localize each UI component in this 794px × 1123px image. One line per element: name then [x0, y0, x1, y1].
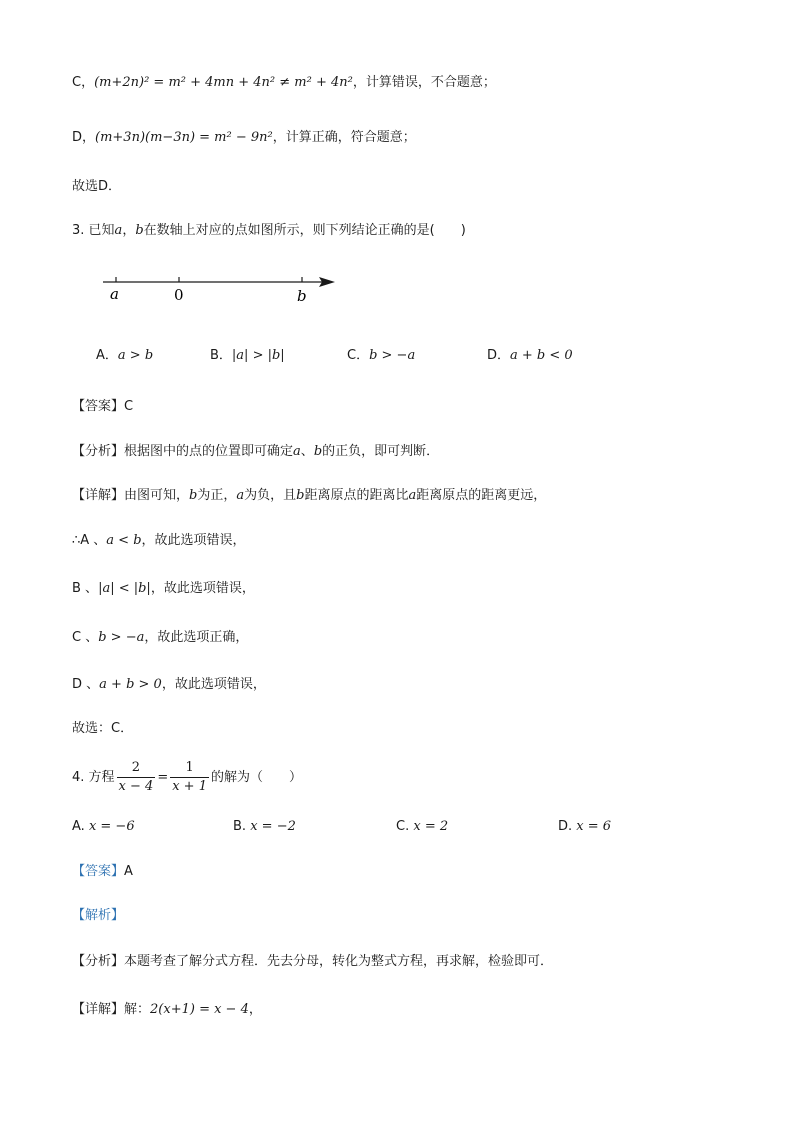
q4-answer-tag: 【答案】	[72, 864, 125, 879]
q4-frac1-denominator: x − 4	[118, 779, 154, 794]
q4-frac2-numerator: 1	[170, 759, 209, 778]
q3-detail-text-1: 由图可知，	[124, 488, 190, 503]
q4-stem-prefix: 4. 方程	[72, 770, 115, 785]
q3-detail-text-4: 距离原点的距离比	[304, 488, 409, 503]
q4-equals: =	[157, 770, 169, 785]
q3-step-d-expr: a + b > 0	[99, 677, 162, 692]
q3-option-b-expr: |a| > |b|	[231, 348, 285, 363]
q3-analysis-text-2: 、	[300, 444, 314, 459]
q3-option-a[interactable]	[96, 347, 153, 365]
q3-step-a-comment: ，故此选项错误，	[141, 533, 246, 548]
q2-c-expression: (m+2n)² = m² + 4mn + 4n² ≠ m² + 4n²	[94, 75, 353, 90]
q3-step-a-expr: a < b	[106, 533, 142, 548]
q3-detail-var-b2: b	[296, 488, 305, 503]
q4-stem-suffix: 的解为（ ）	[210, 770, 302, 785]
q3-stem	[72, 222, 466, 240]
q2-c-label: C，	[72, 75, 95, 90]
q4-stem	[72, 758, 302, 798]
q3-number-line	[95, 268, 395, 318]
label-a: a	[110, 285, 119, 303]
q2-conclusion: 故选D．	[72, 179, 122, 194]
q3-answer: C	[124, 399, 134, 414]
q2-option-d-line	[72, 129, 416, 147]
q3-option-c-letter: C．	[347, 348, 370, 363]
q3-detail-text-2: 为正，	[197, 488, 237, 503]
q3-analysis-text-1: 根据图中的点的位置即可确定	[124, 444, 294, 459]
q3-var-a: a	[114, 223, 123, 238]
q4-option-a-expr: x = −6	[88, 819, 135, 834]
q3-step-d-comment: ，故此选项错误，	[161, 677, 266, 692]
q4-jiexi-tag: 【解析】	[72, 908, 125, 923]
q4-option-c-expr: x = 2	[413, 819, 449, 834]
q3-option-a-letter: A．	[96, 348, 118, 363]
q3-step-c-comment: ，故此选项正确，	[144, 630, 249, 645]
q4-option-b-expr: x = −2	[250, 819, 296, 834]
label-b: b	[297, 287, 307, 305]
q4-detail-line	[72, 1001, 262, 1019]
q2-option-c-line	[72, 74, 496, 92]
q4-frac2-denominator: x + 1	[172, 779, 207, 794]
q3-analysis-line	[72, 443, 439, 461]
q4-fraction-left	[117, 759, 156, 796]
q3-option-b-letter: B．	[210, 348, 232, 363]
q4-analysis-tag: 【分析】	[72, 954, 125, 969]
q4-detail-prefix: 解：	[124, 1002, 151, 1017]
q4-option-c[interactable]	[396, 818, 448, 836]
q4-option-a-letter: A.	[72, 819, 85, 834]
q4-fraction-right	[170, 759, 209, 796]
q4-answer-line	[72, 863, 133, 881]
q3-stem-suffix: 在数轴上对应的点如图所示，则下列结论正确的是( )	[143, 223, 466, 238]
q2-d-label: D，	[72, 130, 96, 145]
q3-option-d-letter: D．	[487, 348, 511, 363]
q4-detail-suffix: ，	[248, 1002, 262, 1017]
q4-answer: A	[124, 864, 133, 879]
q3-step-b-comment: ，故此选项错误，	[150, 581, 255, 596]
q3-detail-line	[72, 487, 546, 505]
q4-option-d-letter: D.	[558, 819, 573, 834]
q3-step-c-expr: b > −a	[98, 630, 145, 645]
q4-option-d[interactable]	[558, 818, 611, 836]
q4-detail-tag: 【详解】	[72, 1002, 125, 1017]
q2-d-expression: (m+3n)(m−3n) = m² − 9n²	[95, 130, 273, 145]
q4-detail-expr: 2(x+1) = x − 4	[150, 1002, 249, 1017]
q3-option-a-expr: a > b	[117, 348, 154, 363]
q4-option-d-expr: x = 6	[576, 819, 612, 834]
q3-step-c-prefix: C 、	[72, 630, 99, 645]
q3-analysis-tag: 【分析】	[72, 444, 125, 459]
q4-option-b[interactable]	[233, 818, 296, 836]
q3-detail-var-a1: a	[236, 488, 245, 503]
q3-step-b	[72, 580, 255, 598]
q3-analysis-var-a: a	[293, 444, 301, 459]
q3-step-d-prefix: D 、	[72, 677, 100, 692]
q3-conclusion: 故选：C．	[72, 721, 134, 736]
q3-detail-text-5: 距离原点的距离更远，	[416, 488, 547, 503]
q4-frac1-numerator: 2	[117, 759, 156, 778]
q3-answer-tag: 【答案】	[72, 399, 125, 414]
label-0: 0	[174, 286, 184, 304]
q4-option-b-letter: B.	[233, 819, 247, 834]
q4-option-a[interactable]	[72, 818, 135, 836]
q3-var-b: b	[135, 223, 144, 238]
q3-step-a-prefix: ∴A 、	[72, 533, 107, 548]
q3-detail-tag: 【详解】	[72, 488, 125, 503]
q3-analysis-text-3: 的正负，即可判断．	[322, 444, 440, 459]
q4-analysis-line	[72, 953, 553, 971]
q3-step-a	[72, 532, 246, 550]
q4-analysis-text: 本题考查了解分式方程．先去分母，转化为整式方程，再求解，检验即可．	[124, 954, 554, 969]
q3-sep: ，	[122, 223, 136, 238]
q3-stem-prefix: 3. 已知	[72, 223, 115, 238]
q3-step-b-expr: |a| < |b|	[98, 581, 151, 596]
q3-option-c-expr: b > −a	[369, 348, 416, 363]
q3-analysis-var-b: b	[313, 444, 323, 459]
q2-d-comment: ，计算正确，符合题意；	[272, 130, 416, 145]
q3-option-b[interactable]	[210, 347, 285, 365]
q3-option-d-expr: a + b < 0	[510, 348, 573, 363]
q4-option-c-letter: C.	[396, 819, 410, 834]
q3-step-d	[72, 676, 266, 694]
q2-c-comment: ，计算错误，不合题意；	[352, 75, 496, 90]
q3-detail-text-3: 为负，且	[244, 488, 297, 503]
q3-option-c[interactable]	[347, 347, 415, 365]
q3-answer-line	[72, 398, 133, 416]
q3-detail-var-b1: b	[189, 488, 198, 503]
q3-step-c	[72, 629, 248, 647]
q3-step-b-prefix: B 、	[72, 581, 99, 596]
q3-option-d[interactable]	[487, 347, 573, 365]
q3-detail-var-a2: a	[408, 488, 417, 503]
